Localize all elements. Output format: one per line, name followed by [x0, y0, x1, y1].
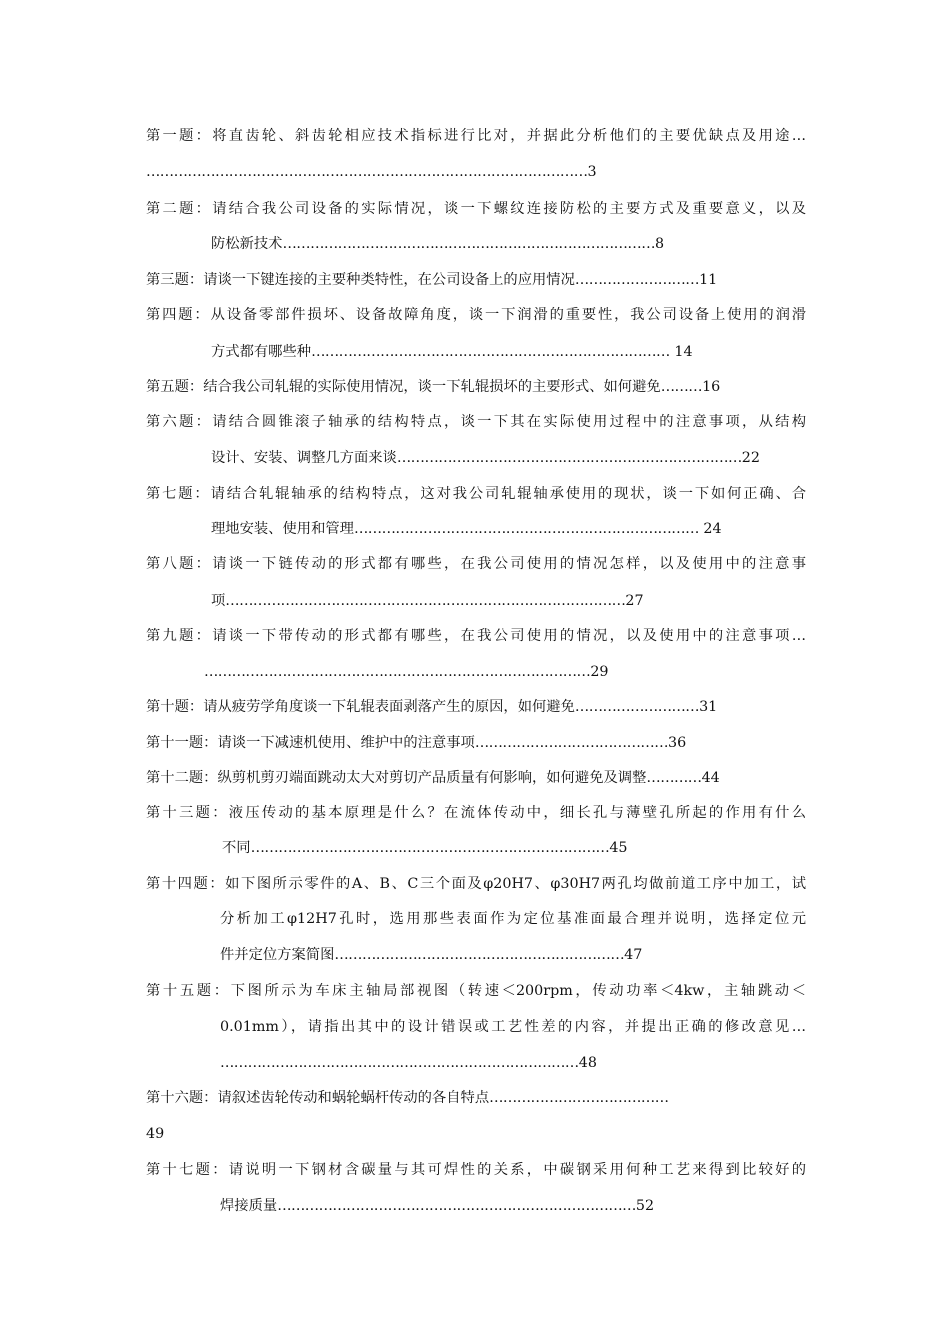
toc-line: 第八题：请谈一下链传动的形式都有哪些，在我公司使用的情况怎样，以及使用中的注意事: [146, 556, 806, 572]
toc-line: 第五题：结合我公司轧辊的实际使用情况，谈一下轧辊损坏的主要形式、如何避免………16: [146, 379, 721, 395]
toc-line: 第三题：请谈一下键连接的主要种类特性，在公司设备上的应用情况………………………11: [146, 272, 718, 288]
toc-line: 第十三题：液压传动的基本原理是什么？在流体传动中，细长孔与薄壁孔所起的作用有什么: [146, 805, 806, 821]
toc-line: ……………………………………………………………………48: [220, 1055, 597, 1071]
toc-line: 第十四题：如下图所示零件的A、B、C三个面及φ20H7、φ30H7两孔均做前道工序中加工，试: [146, 876, 806, 892]
toc-line: 件并定位方案简图………………………………………………………47: [220, 947, 643, 963]
toc-line: 理地安装、使用和管理………………………………………………………………… 24: [211, 521, 722, 537]
toc-line: 0.01mm），请指出其中的设计错误或工艺性差的内容，并提出正确的修改意见…: [220, 1019, 806, 1035]
toc-line: 第十二题：纵剪机剪刃端面跳动太大对剪切产品质量有何影响，如何避免及调整…………44: [146, 770, 720, 786]
toc-line: 不同……………………………………………………………………45: [222, 840, 628, 856]
toc-line: 项……………………………………………………………………………27: [211, 593, 644, 609]
toc-line: 方式都有哪些种…………………………………………………………………… 14: [211, 344, 693, 360]
toc-line: 第七题：请结合轧辊轴承的结构特点，这对我公司轧辊轴承使用的现状，谈一下如何正确、合: [146, 486, 806, 502]
toc-line: 第二题：请结合我公司设备的实际情况，谈一下螺纹连接防松的主要方式及重要意义，以及: [146, 201, 806, 217]
toc-line: 第十一题：请谈一下减速机使用、维护中的注意事项……………………………………36: [146, 735, 687, 751]
toc-line: 第一题：将直齿轮、斜齿轮相应技术指标进行比对，并据此分析他们的主要优缺点及用途…: [146, 128, 806, 144]
toc-line: 分析加工φ12H7孔时，选用那些表面作为定位基准面最合理并说明，选择定位元: [220, 911, 806, 927]
toc-line: 第十五题：下图所示为车床主轴局部视图（转速＜200rpm，传动功率＜4kw，主轴跳动＜: [146, 983, 806, 999]
toc-line: 防松新技术………………………………………………………………………8: [211, 236, 665, 252]
toc-line: 第九题：请谈一下带传动的形式都有哪些，在我公司使用的情况，以及使用中的注意事项…: [146, 628, 806, 644]
toc-line: 第十七题：请说明一下钢材含碳量与其可焊性的关系，中碳钢采用何种工艺来得到比较好的: [146, 1162, 806, 1178]
toc-line: 第十六题：请叙述齿轮传动和蜗轮蜗杆传动的各自特点…………………………………: [146, 1090, 669, 1106]
toc-line: 设计、安装、调整几方面来谈…………………………………………………………………22: [211, 450, 760, 466]
toc-line: 第四题：从设备零部件损坏、设备故障角度，谈一下润滑的重要性，我公司设备上使用的润滑: [146, 307, 806, 323]
toc-line: 焊接质量……………………………………………………………………52: [220, 1198, 655, 1214]
toc-line: 第十题：请从疲劳学角度谈一下轧辊表面剥落产生的原因，如何避免………………………31: [146, 699, 718, 715]
toc-line: ……………………………………………………………………………………3: [146, 164, 597, 180]
toc-line: 49: [146, 1126, 165, 1142]
toc-line: 第六题：请结合圆锥滚子轴承的结构特点，谈一下其在实际使用过程中的注意事项，从结构: [146, 414, 806, 430]
toc-line: …………………………………………………………………………29: [204, 664, 609, 680]
